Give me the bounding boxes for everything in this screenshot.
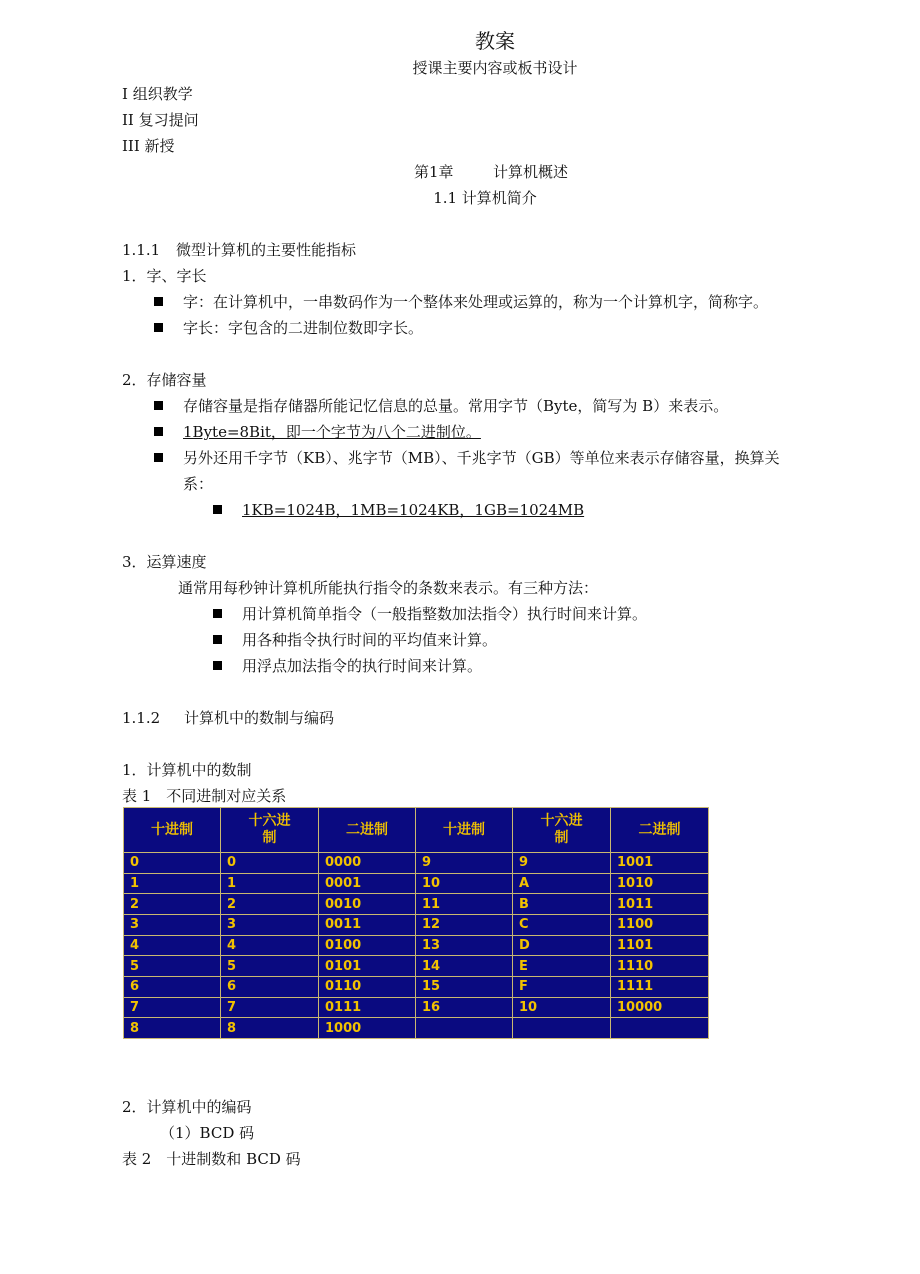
point-subtitle: （1）BCD 码 <box>160 1124 255 1142</box>
header-decimal: 十进制 <box>416 808 513 853</box>
table-cell: 8 <box>124 1018 221 1039</box>
outline-item: II 复习提问 <box>122 111 199 129</box>
point-title: 3．运算速度 <box>122 553 207 571</box>
table-cell: 0001 <box>319 873 416 894</box>
table-cell: 10 <box>513 997 611 1018</box>
point-title: 2．计算机中的编码 <box>122 1098 252 1116</box>
point-title: 2．存储容量 <box>122 371 207 389</box>
bullet-item: 存储容量是指存储器所能记忆信息的总量。常用字节（Byte，简写为 B）来表示。 <box>183 397 729 415</box>
table-cell: 1110 <box>611 956 709 977</box>
table-cell: 11 <box>416 894 513 915</box>
table-cell: 10000 <box>611 997 709 1018</box>
document-title: 教案 <box>475 29 515 53</box>
radix-table <box>123 807 709 1039</box>
point-title: 1．字、字长 <box>122 267 207 285</box>
table-cell: 1101 <box>611 935 709 956</box>
bullet-item: 用各种指令执行时间的平均值来计算。 <box>242 631 498 649</box>
table-cell: B <box>513 894 611 915</box>
table-cell: 12 <box>416 914 513 935</box>
table-row <box>124 935 709 956</box>
bullet-item-underlined: 1Byte=8Bit，即一个字节为八个二进制位。 <box>183 423 481 441</box>
header-decimal: 十进制 <box>124 808 221 853</box>
table-cell: 0100 <box>319 935 416 956</box>
table-row <box>124 894 709 915</box>
table-cell: 1001 <box>611 853 709 874</box>
table-cell: 0 <box>221 853 319 874</box>
table-cell: 3 <box>124 914 221 935</box>
table-cell: E <box>513 956 611 977</box>
table-row <box>124 1018 709 1039</box>
table-cell: 0010 <box>319 894 416 915</box>
table-cell: 1111 <box>611 976 709 997</box>
table-cell: 6 <box>124 976 221 997</box>
bullet-item: 用计算机简单指令（一般指整数加法指令）执行时间来计算。 <box>242 605 648 623</box>
table-cell: 3 <box>221 914 319 935</box>
table-cell: A <box>513 873 611 894</box>
table-cell: 9 <box>513 853 611 874</box>
table-cell <box>416 1018 513 1039</box>
table-cell: 5 <box>124 956 221 977</box>
point-title: 1．计算机中的数制 <box>122 761 252 779</box>
table-cell: 0111 <box>319 997 416 1018</box>
header-hexadecimal: 十六进 制 <box>221 808 319 853</box>
header-hexadecimal: 十六进 制 <box>513 808 611 853</box>
table-cell: D <box>513 935 611 956</box>
subsection-number: 1.1.1 <box>122 241 161 259</box>
section-title: 1.1 计算机简介 <box>433 189 537 207</box>
subsection-heading: 微型计算机的主要性能指标 <box>176 241 357 259</box>
table-cell: 1010 <box>611 873 709 894</box>
document-subtitle: 授课主要内容或板书设计 <box>412 59 578 77</box>
table-cell: 0101 <box>319 956 416 977</box>
table-cell: 16 <box>416 997 513 1018</box>
table-cell: 7 <box>221 997 319 1018</box>
chapter-name: 计算机概述 <box>493 163 569 181</box>
bullet-continuation: 系： <box>183 475 214 493</box>
bullet-item: 用浮点加法指令的执行时间来计算。 <box>242 657 483 675</box>
table-cell: 15 <box>416 976 513 997</box>
table-cell: C <box>513 914 611 935</box>
bullet-item: 字长：字包含的二进制位数即字长。 <box>183 319 424 337</box>
table-row <box>124 853 709 874</box>
point-intro: 通常用每秒钟计算机所能执行指令的条数来表示。有三种方法： <box>178 579 599 597</box>
table-row <box>124 873 709 894</box>
table-row <box>124 956 709 977</box>
table-cell: 1 <box>221 873 319 894</box>
table-cell: 8 <box>221 1018 319 1039</box>
table-cell: 7 <box>124 997 221 1018</box>
chapter-number: 第1章 <box>414 163 454 181</box>
outline-item: III 新授 <box>122 137 175 155</box>
table-row <box>124 914 709 935</box>
table-cell: 0110 <box>319 976 416 997</box>
table-header-row <box>124 808 709 853</box>
table-cell: 2 <box>221 894 319 915</box>
bullet-item: 另外还用千字节（KB）、兆字节（MB）、千兆字节（GB）等单位来表示存储容量，换算关 <box>183 449 780 467</box>
table-cell: 1 <box>124 873 221 894</box>
header-binary: 二进制 <box>611 808 709 853</box>
table-caption: 表 1 不同进制对应关系 <box>122 787 287 805</box>
table-row <box>124 976 709 997</box>
table-cell: 1000 <box>319 1018 416 1039</box>
bullet-item: 字：在计算机中，一串数码作为一个整体来处理或运算的，称为一个计算机字，简称字。 <box>183 293 769 311</box>
table-cell: 1100 <box>611 914 709 935</box>
table-cell: 10 <box>416 873 513 894</box>
table-cell: 9 <box>416 853 513 874</box>
table-cell <box>513 1018 611 1039</box>
table-cell: F <box>513 976 611 997</box>
table-cell: 2 <box>124 894 221 915</box>
table-cell: 14 <box>416 956 513 977</box>
table-row <box>124 997 709 1018</box>
table-cell: 13 <box>416 935 513 956</box>
table-caption: 表 2 十进制数和 BCD 码 <box>122 1150 301 1168</box>
table-cell: 4 <box>221 935 319 956</box>
table-cell: 0011 <box>319 914 416 935</box>
header-binary: 二进制 <box>319 808 416 853</box>
conversion-formula: 1KB=1024B，1MB=1024KB，1GB=1024MB <box>242 501 585 519</box>
subsection-number: 1.1.2 <box>122 709 161 727</box>
table-cell: 5 <box>221 956 319 977</box>
table-cell: 4 <box>124 935 221 956</box>
table-cell: 6 <box>221 976 319 997</box>
table-cell <box>611 1018 709 1039</box>
table-cell: 0 <box>124 853 221 874</box>
table-cell: 0000 <box>319 853 416 874</box>
outline-item: I 组织教学 <box>122 85 193 103</box>
subsection-heading: 计算机中的数制与编码 <box>184 709 335 727</box>
table-cell: 1011 <box>611 894 709 915</box>
